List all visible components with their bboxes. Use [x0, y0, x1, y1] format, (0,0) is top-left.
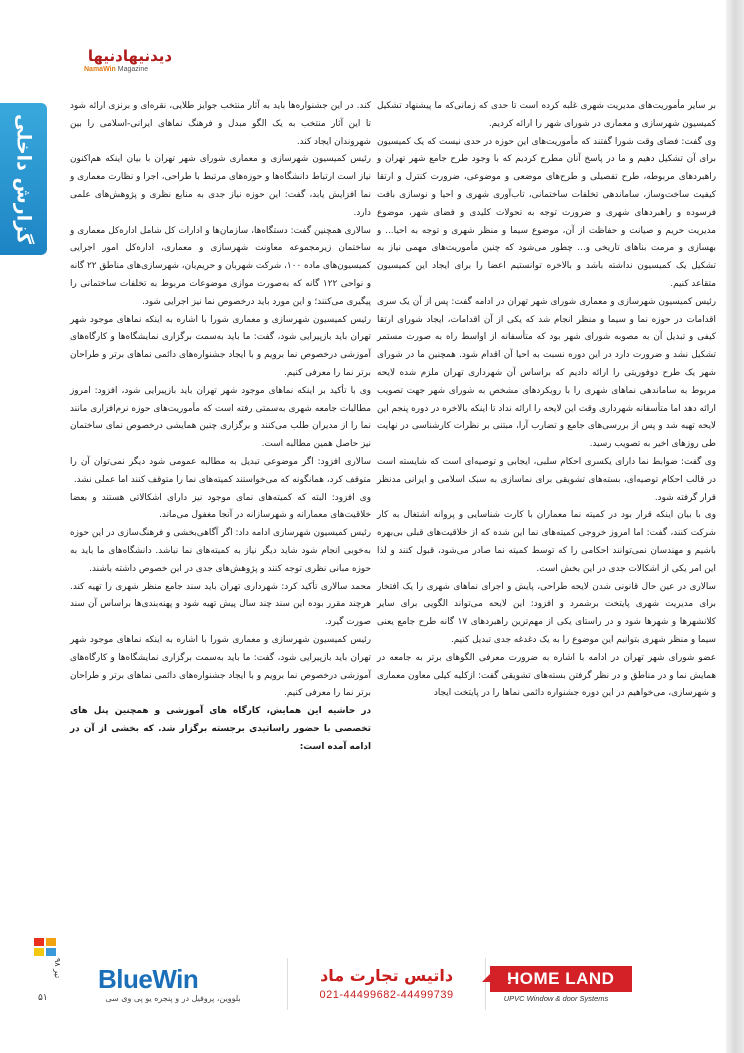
- paragraph: وی با بیان اینکه قرار بود در کمیته نما معماران با کارت شناسایی و پروانه اشتغال به کار شرکت کنند، گفت: اما امروز خروجی کمیته‌های نما این شده که از خلاقیت‌های قبلی بی‌بهره باشیم و مهندسان نمی‌توانند احکامی را که توسط کمیته نما صادر می‌شود، قبول کنند و لذا این امر یکی از اشکالات جدی در این بخش است.: [377, 510, 716, 574]
- paragraph: کند. در این جشنواره‌ها باید به آثار منتخب جوایز طلایی، نقره‌ای و برنزی ارائه شود تا این آثار منتخب به یک الگو مبدل و فرهنگ نماهای ایرانی-اسلامی را بین شهروندان ایجاد کند.: [70, 101, 371, 147]
- paragraph: سالاری همچنین گفت: دستگاه‌ها، سازمان‌ها و ادارات کل شامل اداره‌کل معماری و ساختمان زیرمجموعه معاونت شهرسازی و معماری، اداره‌کل امور اجرایی کمیسیون‌های ماده ۱۰۰، شرکت شهربان و حریم‌بان، شهرسازی‌های مناطق ۲۲ گانه و نواحی ۱۲۲ گانه که به‌صورت موازی موضوعات مربوط به تخلفات ساختمانی را پیگیری می‌کنند؛ و این مورد باید درخصوص نما نیز اجرایی شود.: [70, 225, 371, 307]
- page-edge-strip: [726, 0, 744, 1053]
- magazine-logo: [84, 48, 176, 78]
- bluewin-logo-text: BlueWin: [98, 964, 199, 994]
- section-tab: [0, 103, 47, 255]
- closing-paragraph: در حاشیه این همایش، کارگاه های آموزشی و همچنین پنل های تخصصی با حضور راساتیدی برجسته برگزار شد. که بخشی از آن در ادامه آمده است:: [70, 706, 371, 752]
- paragraph: رئیس کمیسیون شهرسازی ادامه داد: اگر آگاهی‌بخشی و فرهنگ‌سازی در این حوزه به‌خوبی انجام شود شاید دیگر نیاز به کمیته‌های نما نباشد. دانشگاه‌های ما باید به حوزه مبانی نظری توجه کنند و پژوهش‌های جدی در این خصوص داشته باشند.: [70, 528, 371, 574]
- paragraph: عضو شورای شهر تهران در ادامه با اشاره به ضرورت معرفی الگوهای برتر به جامعه در همایش نما و در مناطق و در نظر گرفتن بسته‌های تشویقی گفت: ازکلیه کیلی معاون معماری و شهرسازی، می‌خواهیم در این دوره جشنواره دائمی نماها را در پایتخت ایجاد: [377, 652, 716, 699]
- datis-title: داتیس تجارت ماد: [320, 966, 454, 985]
- paragraph: سالاری افزود: اگر موضوعی تبدیل به مطالبه عمومی شود دیگر نمی‌توان آن را متوقف کرد، همانگونه که می‌خواستند کمیته‌های نما را متوقف کنند اما عملی نشد.: [70, 456, 371, 485]
- datis-phone: 021-44499682-44499739: [319, 989, 454, 1001]
- paragraph: وی با تأکید بر اینکه نماهای موجود شهر تهران باید بازپیرایی شود، افزود: امروز مطالبات جامعه شهری به‌سمتی رفته است که مأموریت‌های حوزه نرم‌افزاری مانند نما را از مدیران طلب می‌کنند و برگزاری چنین همایشی درخصوص نمای ساختمان نیز حاصل همین مطالبه است.: [70, 385, 371, 450]
- datis-ad[interactable]: [287, 958, 485, 1010]
- page-number: ۵۱: [38, 993, 48, 1003]
- paragraph: رئیس کمیسیون شهرسازی و معماری شورای شهر تهران با بیان اینکه هم‌اکنون نیاز است ارتباط دانشگاه‌ها و حوزه‌های مرتبط با طراحی، اجرا و نظارت معماری و نما افزایش یابد، گفت: این حوزه نیاز جدی به منابع نظری و پژوهش‌های علمی دارد.: [70, 154, 371, 218]
- paragraph: محمد سالاری تأکید کرد: شهرداری تهران باید سند جامع منظر شهری را تهیه کند. هرچند مقرر بوده این سند چند سال پیش تهیه شود و پهنه‌بندی‌ها براساس آن سند صورت گیرد.: [70, 581, 371, 628]
- paragraph: رئیس کمیسیون شهرسازی و معماری شورای شهر تهران در ادامه گفت: پس از آن یک سری اقدامات در حوزه نما و سیما و منظر انجام شد که یکی از آن اقدامات، ایجاد شورای ارتقا کیفی و تبدیل آن به مصوبه شورای شهر بود که متأسفانه از اواسط راه به صورت مستمر تشکیل نشد و ضرورت دارد در این دوره نسبت به احیا آن اقدام شود. همچنین ما در شورای شهر یک طرح دوفوریتی را ارائه دادیم که براساس آن شهرداری تهران ملزم شده لایحه مربوط به ساماندهی نماهای شهری را با رویکردهای مشخص به شورای شهر جهت تصویب ارائه دهد اما متأسفانه شهرداری وقت این لایحه را ارائه نداد تا اینکه بالاخره در دوره پنجم این لایحه تهیه شد و پس از بررسی‌های جامع و تضارب آرا، مبتنی بر نظرات کارشناسی در نهایت طی روزهای اخیر به تصویب رسید.: [377, 296, 716, 450]
- homeland-tagline: UPVC Window & door Systems: [503, 994, 609, 1003]
- logo-subtitle: NamaWin Magazine: [84, 66, 149, 73]
- paragraph: وی افزود: البته که کمیته‌های نمای موجود نیز دارای اشکالاتی هستند و بعضا خلاقیت‌های معمارانه و شهرسازانه در آنجا مغفول می‌ماند.: [70, 492, 371, 521]
- issue-label: تیر ۹۸: [53, 958, 62, 979]
- paragraph: رئیس کمیسیون شهرسازی و معماری شورا با اشاره به اینکه نماهای موجود شهر تهران باید بازپیرایی شود، گفت: ما باید به‌سمت برگزاری نمایشگاه‌ها و کارگاه‌های آموزشی درخصوص نما برویم و با ایجاد جشنواره‌های دائمی نماهای برتر و طراحان برتر نما را معرفی کنیم.: [70, 314, 371, 378]
- house-roof-icon: [482, 968, 510, 982]
- logo-title: دیدنیهادنیها: [87, 47, 173, 65]
- paragraph: سالاری در عین حال قانونی شدن لایحه طراحی، پایش و اجرای نماهای شهری را یک افتخار برای مدیریت شهری پایتخت برشمرد و افزود: این لایحه می‌تواند الگویی برای سایر کلانشهرها و شهرها شود و در راستای یکی از مهم‌ترین راهبردهای ۱۷ گانه طرح جامع یعنی سیما و منظر شهری بتوانیم این موضوع را به یک دغدغه جدی تبدیل کنیم.: [377, 581, 716, 645]
- paragraph: وی گفت: ضوابط نما دارای یکسری احکام سلبی، ایجابی و توصیه‌ای است که شایسته است در قالب احکام توصیه‌ای، بسته‌های تشویقی برای نماسازی به سبک اسلامی و ایرانی مدنظر قرار گرفته شود.: [377, 456, 716, 503]
- article-column-left: [70, 98, 371, 756]
- bluewin-tagline: بلووین، پروفیل در و پنجره یو پی وی سی: [105, 994, 241, 1003]
- homeland-title: HOME LAND: [507, 969, 615, 988]
- advertisement-strip: [88, 958, 724, 1010]
- section-tab-label: گزارش داخلی: [12, 113, 35, 245]
- magazine-mark-icon: [34, 938, 56, 956]
- homeland-ad[interactable]: [486, 958, 724, 1010]
- homeland-logo: [490, 966, 632, 992]
- bluewin-ad[interactable]: [88, 958, 287, 1010]
- paragraph: رئیس کمیسیون شهرسازی و معماری شورا با اشاره به اینکه نماهای موجود شهر تهران باید بازپیرایی شود، گفت: ما باید به‌سمت برگزاری نمایشگاه‌ها و کارگاه‌های آموزشی درخصوص نما برویم و با ایجاد جشنواره‌های دائمی نماهای برتر و طراحان برتر نما را معرفی کنیم.: [70, 634, 371, 699]
- paragraph: وی گفت: فضای وقت شورا گفتند که مأموریت‌های این حوزه در حدی نیست که یک کمیسیون برای آن تشکیل دهیم و ما در پاسخ آنان مطرح کردیم که با وجود طرح جامع شهر تهران و راهبردهای مربوطه، طرح تفصیلی و طرح‌های موضعی و موضوعی، ضرورت کنترل و ارتقا کیفیت ساخت‌وساز، ساماندهی تخلفات ساختمانی، تاب‌آوری شهری و احیا و نوسازی بافت فرسوده و راهبردهای شهری و ضرورت توجه به تحولات کلیدی و فضای شهر، موضوع مدیریت حریم و صیانت و حفاظت از آن، موضوع سیما و منظر شهری و توجه به احیا... و بهسازی و مرمت بناهای تاریخی و... چطور می‌شود که چنین مأموریت‌های مهمی نیاز به تشکیل یک کمیسیون نداشته باشد و بالاخره توانستیم اعضا را برای ایجاد این کمیسیون متقاعد کنیم.: [377, 136, 716, 289]
- paragraph: بر سایر مأموریت‌های مدیریت شهری غلبه کرده است تا حدی که زمانی‌که ما پیشنهاد تشکیل کمیسیون شهرسازی و معماری در شورای شهر را ارائه کردیم.: [377, 101, 716, 129]
- article-column-right: [377, 98, 716, 703]
